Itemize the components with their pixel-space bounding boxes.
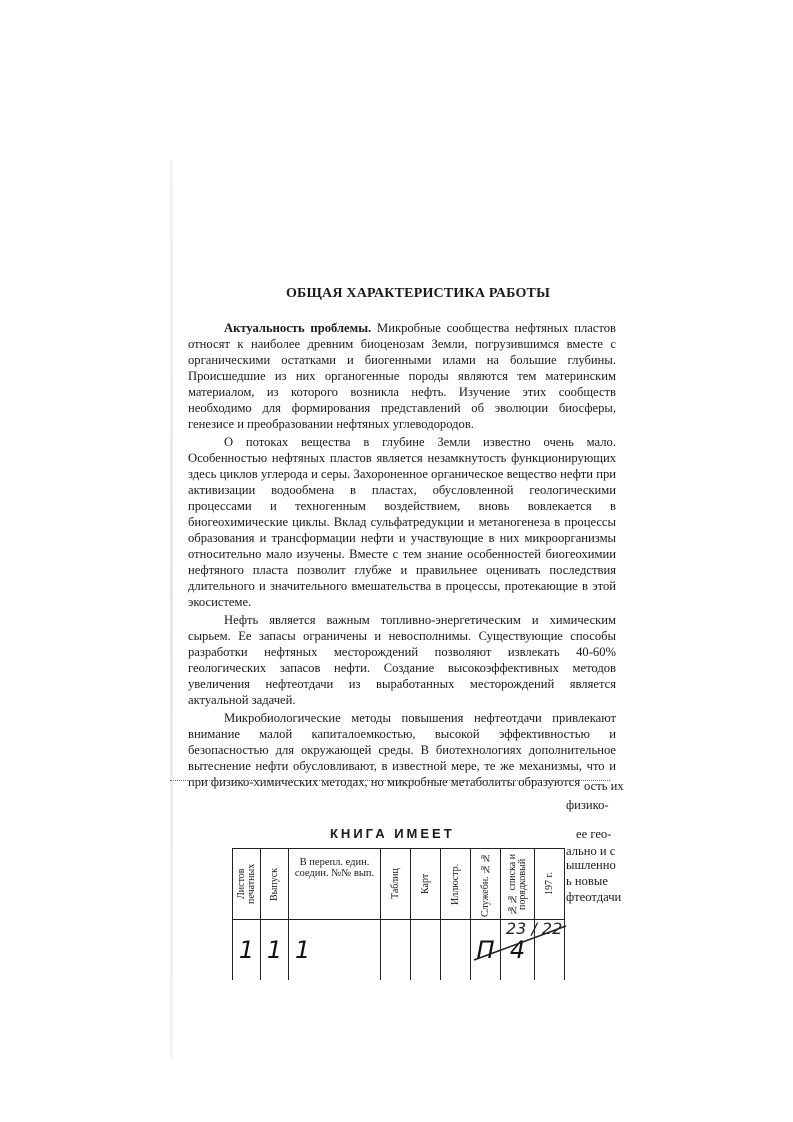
handwritten-date — [466, 912, 576, 972]
clipped-text-line: ость их — [584, 779, 624, 793]
paragraph-microbial-methods: Микробиологические методы повышения нефтеотдачи привлекают внимание малой капиталоемкостью, высокой эффективностью и безопасностью для окружающей среды. В биотехнологиях дополнительное вытеснение нефти обусловливают, в известной мере, те же механизмы, что и при физико-химических методах, но микробные метаболиты образуются — [188, 711, 616, 789]
page-title: ОБЩАЯ ХАРАКТЕРИСТИКА РАБОТЫ — [285, 286, 551, 301]
paragraph-oil-resources: Нефть является важным топливно-энергетическим и химическим сырьем. Ее запасы ограничены и невосполнимы. Существующие способы разработки нефтяных месторождений позволяют извлекать 40-60% геологических запасов нефти. Создание высокоэффективных методов увеличения нефтеотдачи из выработанных месторождений является актуальной задачей. — [188, 613, 616, 707]
body-text — [188, 320, 616, 790]
clipped-text-line: ь новые — [566, 874, 608, 888]
stamp-column-header: Выпуск — [268, 867, 280, 901]
paragraph-lead: Актуальность проблемы. — [224, 321, 372, 335]
clipped-text-line: ее гео- — [576, 827, 612, 841]
scan-edge-shadow — [170, 160, 173, 1060]
stamp-column-header: Листов печатных — [235, 863, 257, 905]
stamp-column-header: В перепл. един. соедин. №№ вып. — [294, 857, 375, 879]
stamp-column-header: 197 г. — [543, 872, 555, 896]
stamp-value: П — [476, 936, 495, 964]
clipped-text-line: ышленно — [566, 858, 616, 872]
paste-over-edge — [170, 780, 610, 781]
clipped-text-line: фтеотдачи — [566, 890, 622, 904]
stamp-value: 4 — [509, 936, 526, 964]
stamp-header-row — [233, 849, 565, 920]
stamp-value: 1 — [295, 936, 311, 964]
stamp-column-header: Служебн. №№ — [479, 851, 491, 917]
stamp-column-header: Таблиц — [389, 868, 401, 900]
stamp-column-header: №№ списка и порядковый — [506, 853, 528, 915]
handwritten-date-text: 23 / 22 — [506, 919, 563, 938]
clipped-text-line: ально и с — [566, 844, 616, 858]
paragraph-relevance — [188, 320, 616, 432]
stamp-value: 1 — [238, 936, 255, 964]
stamp-column-header: Иллюстр. — [449, 863, 461, 905]
stamp-column-header: Карт — [419, 873, 431, 895]
clipped-text-line: физико- — [566, 798, 609, 812]
paragraph-matter-flows: О потоках вещества в глубине Земли известно очень мало. Особенностью нефтяных пластов является незамкнутость функционирующих здесь циклов углерода и серы. Захороненное органическое вещество нефти при активизации водообмена в пластах, обусловленной геологическими процессами и техногенным воздействием, вновь вовлекается в биогеохимические циклы. Вклад сульфатредукции и метаногенеза в процессы образования и трансформации нефти и участвующие в них микроорганизмы относительно мало изучены. Вместе с тем знание особенностей биогеохимии нефтяного пласта позволит глубже и правильнее оценивать последствия длительного и значительного вмешательства в процессы, протекающие в этой экосистеме. — [188, 435, 616, 609]
stamp-title: КНИГА ИМЕЕТ — [330, 826, 455, 841]
stamp-value: 1 — [266, 936, 283, 964]
paragraph-text: Микробные сообщества нефтяных пластов относят к наиболее древним биоценозам Земли, погрузившимся вместе с органическими остатками и биогенными илами на большие глубины. Происшедшие из них органогенные породы являются тем материнским материалом, из которого возникла нефть. Изучение этих сообществ необходимо для формирования представлений об эволюции биосферы, генезисе и преобразовании нефтяных углеводородов. — [188, 321, 617, 431]
